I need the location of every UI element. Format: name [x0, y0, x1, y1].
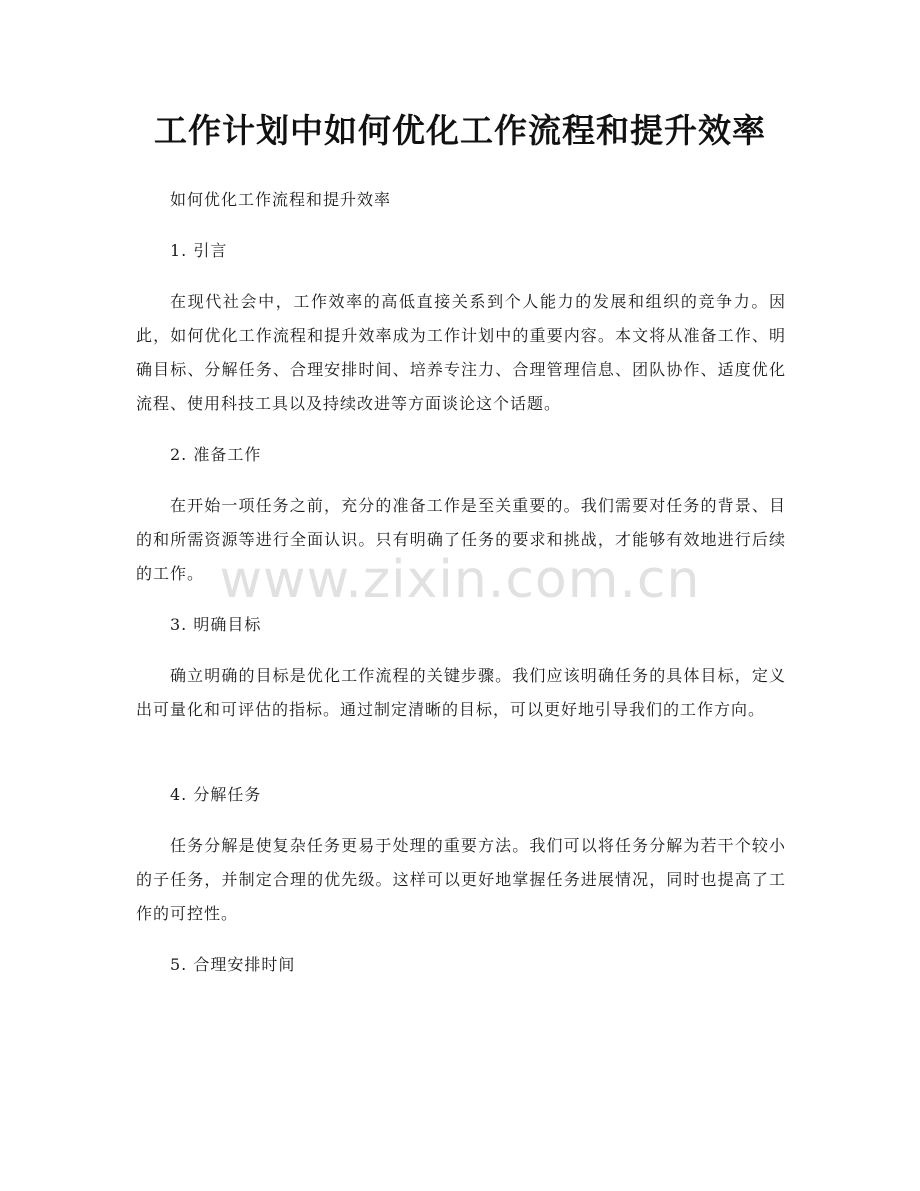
- section-body-task-breakdown: 任务分解是使复杂任务更易于处理的重要方法。我们可以将任务分解为若干个较小的子任务，并制定合理的优先级。这样可以更好地掌握任务进展情况，同时也提高了工作的可控性。: [136, 836, 786, 923]
- section-heading-preparation: 2. 准备工作: [170, 445, 262, 464]
- document-subtitle: 如何优化工作流程和提升效率: [170, 190, 392, 209]
- watermark: www.zixin.com.cn: [219, 550, 701, 610]
- section-body-preparation: 在开始一项任务之前，充分的准备工作是至关重要的。我们需要对任务的背景、目的和所需资源等进行全面认识。只有明确了任务的要求和挑战，才能够有效地进行后续的工作。: [136, 496, 786, 583]
- section-body-goals: 确立明确的目标是优化工作流程的关键步骤。我们应该明确任务的具体目标，定义出可量化和可评估的指标。通过制定清晰的目标，可以更好地引导我们的工作方向。: [136, 666, 786, 719]
- section-heading-intro: 1. 引言: [170, 241, 228, 260]
- section-heading-task-breakdown: 4. 分解任务: [170, 785, 262, 804]
- section-heading-goals: 3. 明确目标: [170, 615, 262, 634]
- section-body-intro: 在现代社会中，工作效率的高低直接关系到个人能力的发展和组织的竞争力。因此，如何优化工作流程和提升效率成为工作计划中的重要内容。本文将从准备工作、明确目标、分解任务、合理安排时间、培养专注力、合理管理信息、团队协作、适度优化流程、使用科技工具以及持续改进等方面谈论这个话题。: [136, 292, 786, 413]
- section-heading-time-management: 5. 合理安排时间: [170, 955, 296, 974]
- document-title: 工作计划中如何优化工作流程和提升效率: [154, 111, 766, 150]
